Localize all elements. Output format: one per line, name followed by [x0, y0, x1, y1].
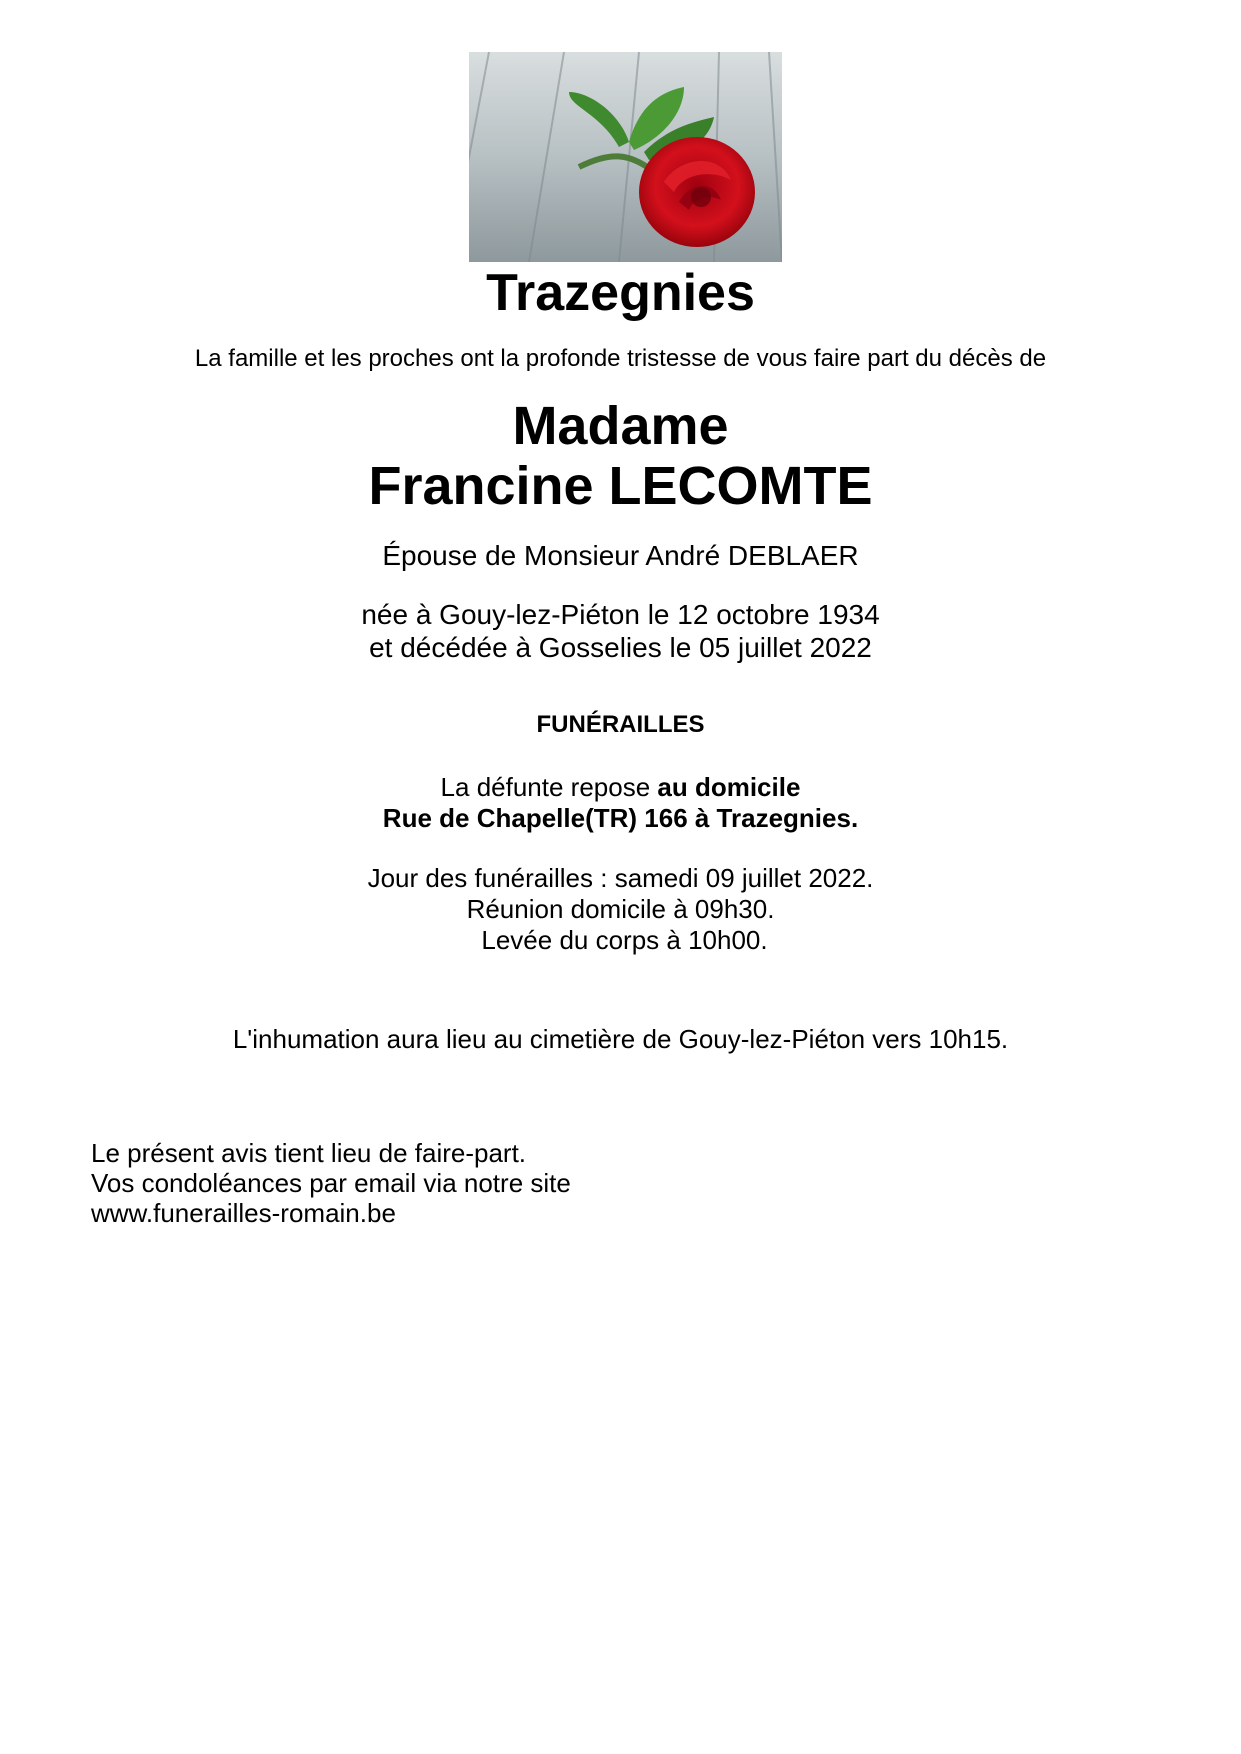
funeral-heading: FUNÉRAILLES	[536, 711, 705, 738]
spouse-line: Épouse de Monsieur André DEBLAER	[382, 540, 859, 571]
address-line: Rue de Chapelle(TR) 166 à Trazegnies.	[382, 803, 859, 833]
town-heading: Trazegnies	[486, 264, 755, 322]
website-link[interactable]: www.funerailles-romain.be	[91, 1198, 396, 1228]
deceased-name: Francine LECOMTE	[368, 456, 873, 516]
rest-prefix: La défunte repose	[440, 772, 658, 802]
death-line: et décédée à Gosselies le 05 juillet 2022	[369, 632, 872, 663]
burial-line: L'inhumation aura lieu au cimetière de Gouy-lez-Piéton vers 10h15.	[232, 1024, 1009, 1054]
notice-line-1: Le présent avis tient lieu de faire-part.	[91, 1138, 527, 1168]
levee-time: Levée du corps à 10h00.	[481, 925, 768, 955]
birth-line: née à Gouy-lez-Piéton le 12 octobre 1934	[361, 599, 880, 630]
notice-line-2: Vos condoléances par email via notre site	[91, 1168, 571, 1198]
funeral-day: Jour des funérailles : samedi 09 juillet 2022.	[367, 863, 874, 893]
red-rose-photo-icon	[469, 52, 782, 262]
rose-photo	[469, 52, 782, 262]
meeting-time: Réunion domicile à 09h30.	[466, 894, 775, 924]
intro-text: La famille et les proches ont la profonde tristesse de vous faire part du décès de	[194, 345, 1047, 372]
rest-line	[0, 772, 1241, 803]
rest-place: au domicile	[657, 772, 801, 802]
deceased-title: Madame	[512, 396, 729, 456]
